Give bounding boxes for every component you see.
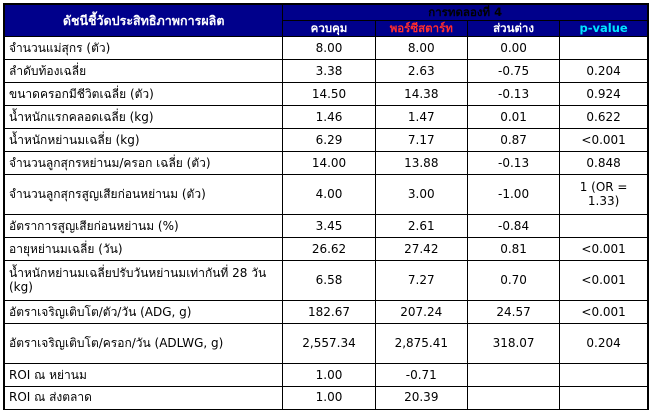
cell-value xyxy=(560,215,648,238)
row-label: ROI ณ หย่านม xyxy=(4,364,283,387)
table-row xyxy=(4,83,648,106)
column-header-control: ควบคุม xyxy=(283,21,375,37)
cell-value: 20.39 xyxy=(375,387,467,410)
cell-value: 3.00 xyxy=(375,175,467,215)
row-label: จำนวนลูกสุกรหย่านม/ครอก เฉลี่ย (ตัว) xyxy=(4,152,283,175)
table-row xyxy=(4,37,648,60)
table-row xyxy=(4,364,648,387)
table-row xyxy=(4,261,648,301)
table-body xyxy=(4,37,648,410)
cell-value: 0.01 xyxy=(467,106,559,129)
row-label: จำนวนแม่สุกร (ตัว) xyxy=(4,37,283,60)
row-label: ลำดับท้องเฉลี่ย xyxy=(4,60,283,83)
cell-value: 6.29 xyxy=(283,129,375,152)
cell-value: 13.88 xyxy=(375,152,467,175)
cell-value: 0.204 xyxy=(560,60,648,83)
row-label: น้ำหนักหย่านมเฉลี่ย (kg) xyxy=(4,129,283,152)
cell-value: -0.84 xyxy=(467,215,559,238)
table-row xyxy=(4,60,648,83)
cell-value: -0.13 xyxy=(467,83,559,106)
group-header: การทดลองที่ 4 xyxy=(283,4,648,21)
cell-value: <0.001 xyxy=(560,301,648,324)
cell-value: -0.75 xyxy=(467,60,559,83)
cell-value xyxy=(560,37,648,60)
cell-value: 2,875.41 xyxy=(375,324,467,364)
cell-value: -0.71 xyxy=(375,364,467,387)
row-label: น้ำหนักแรกคลอดเฉลี่ย (kg) xyxy=(4,106,283,129)
header-row-top xyxy=(4,4,648,21)
table-row xyxy=(4,324,648,364)
cell-value: <0.001 xyxy=(560,238,648,261)
row-label: ขนาดครอกมีชีวิตเฉลี่ย (ตัว) xyxy=(4,83,283,106)
cell-value: <0.001 xyxy=(560,261,648,301)
cell-value: 24.57 xyxy=(467,301,559,324)
cell-value: 27.42 xyxy=(375,238,467,261)
cell-value: 14.00 xyxy=(283,152,375,175)
row-label: อัตราการสูญเสียก่อนหย่านม (%) xyxy=(4,215,283,238)
cell-value: 0.00 xyxy=(467,37,559,60)
cell-value: 7.27 xyxy=(375,261,467,301)
table-row xyxy=(4,129,648,152)
row-label: อัตราเจริญเติบโต/ตัว/วัน (ADG, g) xyxy=(4,301,283,324)
table-row xyxy=(4,106,648,129)
corner-title: ดัชนีชี้วัดประสิทธิภาพการผลิต xyxy=(4,4,283,37)
cell-value: 0.848 xyxy=(560,152,648,175)
table-row xyxy=(4,301,648,324)
cell-value: 1.47 xyxy=(375,106,467,129)
row-label: น้ำหนักหย่านมเฉลี่ยปรับวันหย่านมเท่ากันที่ 28 วัน (kg) xyxy=(4,261,283,301)
column-header-pvalue: p-value xyxy=(560,21,648,37)
cell-value: 4.00 xyxy=(283,175,375,215)
cell-value: 0.70 xyxy=(467,261,559,301)
cell-value: -0.13 xyxy=(467,152,559,175)
cell-value xyxy=(467,387,559,410)
row-label: อายุหย่านมเฉลี่ย (วัน) xyxy=(4,238,283,261)
table-row xyxy=(4,215,648,238)
cell-value: 1.00 xyxy=(283,364,375,387)
cell-value: 7.17 xyxy=(375,129,467,152)
table-row xyxy=(4,387,648,410)
cell-value: 207.24 xyxy=(375,301,467,324)
column-header-treatment: พอร์ซีสตาร์ท xyxy=(375,21,467,37)
cell-value xyxy=(467,364,559,387)
row-label: จำนวนลูกสุกรสูญเสียก่อนหย่านม (ตัว) xyxy=(4,175,283,215)
cell-value: 8.00 xyxy=(375,37,467,60)
cell-value: 182.67 xyxy=(283,301,375,324)
cell-value: 14.50 xyxy=(283,83,375,106)
cell-value: 0.87 xyxy=(467,129,559,152)
cell-value: 2.63 xyxy=(375,60,467,83)
cell-value: 1.46 xyxy=(283,106,375,129)
cell-value: 1 (OR = 1.33) xyxy=(560,175,648,215)
cell-value: 8.00 xyxy=(283,37,375,60)
cell-value: 3.45 xyxy=(283,215,375,238)
cell-value: 2,557.34 xyxy=(283,324,375,364)
cell-value: 3.38 xyxy=(283,60,375,83)
cell-value: 0.924 xyxy=(560,83,648,106)
cell-value: <0.001 xyxy=(560,129,648,152)
cell-value: 1.00 xyxy=(283,387,375,410)
table-row xyxy=(4,238,648,261)
cell-value: 2.61 xyxy=(375,215,467,238)
cell-value: -1.00 xyxy=(467,175,559,215)
cell-value: 0.81 xyxy=(467,238,559,261)
column-header-difference: ส่วนต่าง xyxy=(467,21,559,37)
cell-value: 0.622 xyxy=(560,106,648,129)
cell-value: 318.07 xyxy=(467,324,559,364)
cell-value: 14.38 xyxy=(375,83,467,106)
table-row xyxy=(4,152,648,175)
cell-value xyxy=(560,364,648,387)
table-row xyxy=(4,175,648,215)
row-label: ROI ณ ส่งตลาด xyxy=(4,387,283,410)
cell-value: 6.58 xyxy=(283,261,375,301)
cell-value: 0.204 xyxy=(560,324,648,364)
results-table xyxy=(3,3,649,410)
row-label: อัตราเจริญเติบโต/ครอก/วัน (ADLWG, g) xyxy=(4,324,283,364)
table-header xyxy=(4,4,648,37)
cell-value xyxy=(560,387,648,410)
cell-value: 26.62 xyxy=(283,238,375,261)
